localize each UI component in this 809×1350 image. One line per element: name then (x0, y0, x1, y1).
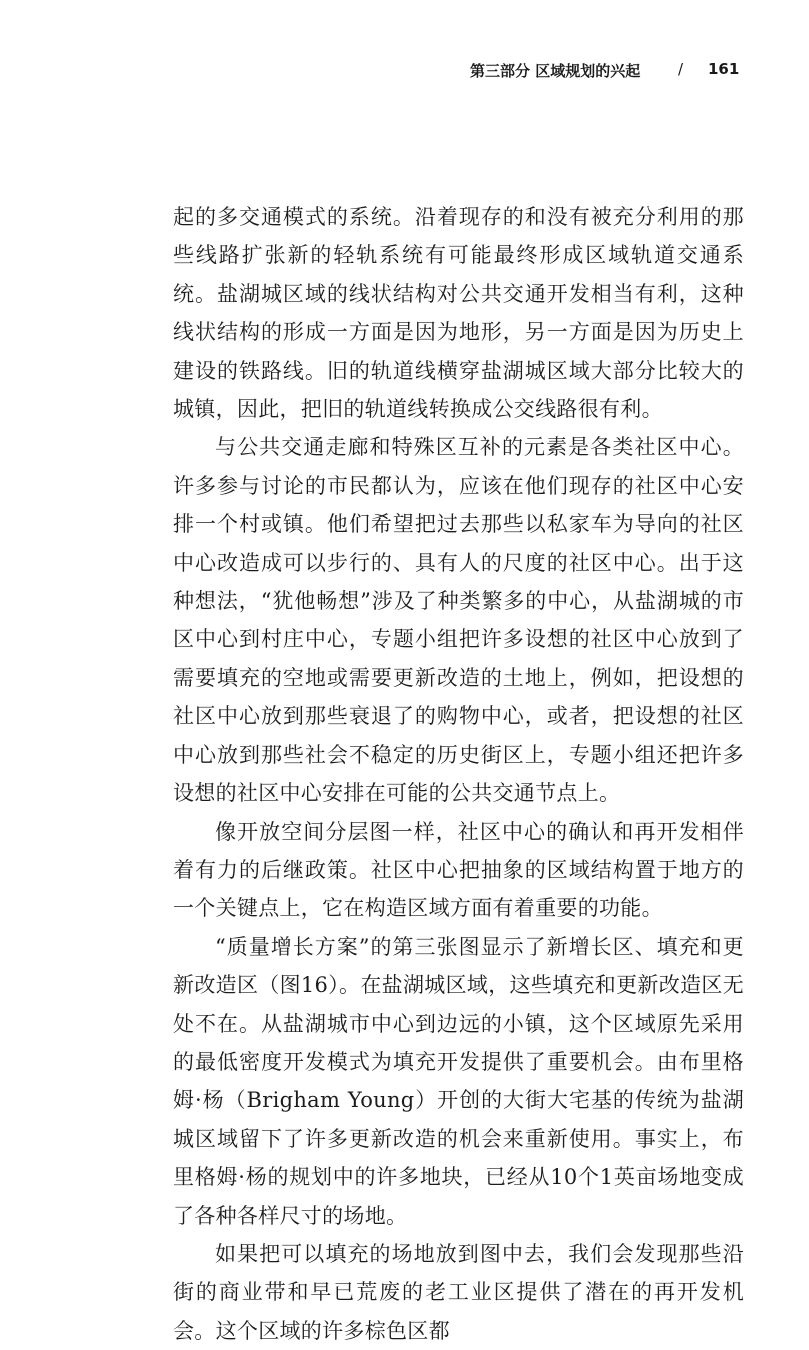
paragraph-2: 与公共交通走廊和特殊区互补的元素是各类社区中心。许多参与讨论的市民都认为，应该在他们现存的社区中心安排一个村或镇。他们希望把过去那些以私家车为导向的社区中心改造成可以步行的、具有人的尺度的社区中心。出于这种想法，“犹他畅想”涉及了种类繁多的中心，从盐湖城的市区中心到村庄中心，专题小组把许多设想的社区中心放到了需要填充的空地或需要更新改造的土地上，例如，把设想的社区中心放到那些衰退了的购物中心，或者，把设想的社区中心放到那些社会不稳定的历史街区上，专题小组还把许多设想的社区中心安排在可能的公共交通节点上。 (173, 435, 744, 806)
paragraph-4: “质量增长方案”的第三张图显示了新增长区、填充和更新改造区（图16）。在盐湖城区域，这些填充和更新改造区无处不在。从盐湖城市中心到边远的小镇，这个区域原先采用的最低密度开发模式为填充开发提供了重要机会。由布里格姆·杨（Brigham Young）开创的大街大宅基的传统为盐湖城区域留下了许多更新改造的机会来重新使用。事实上，布里格姆·杨的规划中的许多地块，已经从10个1英亩场地变成了各种各样尺寸的场地。 (173, 934, 744, 1228)
paragraph-3: 像开放空间分层图一样，社区中心的确认和再开发相伴着有力的后继政策。社区中心把抽象的区域结构置于地方的一个关键点上，它在构造区域方面有着重要的功能。 (173, 819, 744, 921)
running-header (470, 60, 760, 86)
paragraph-5: 如果把可以填充的场地放到图中去，我们会发现那些沿街的商业带和早已荒废的老工业区提供了潜在的再开发机会。这个区域的许多棕色区都 (173, 1241, 744, 1343)
body-text (173, 198, 744, 1350)
page-number: 161 (708, 60, 740, 78)
paragraph-1: 起的多交通模式的系统。沿着现存的和没有被充分利用的那些线路扩张新的轻轨系统有可能最终形成区域轨道交通系统。盐湖城区域的线状结构对公共交通开发相当有利，这种线状结构的形成一方面是因为地形，另一方面是因为历史上建设的铁路线。旧的轨道线横穿盐湖城区域大部分比较大的城镇，因此，把旧的轨道线转换成公交线路很有利。 (173, 205, 744, 422)
header-separator: / (678, 60, 684, 78)
chapter-title: 第三部分 区域规划的兴起 (470, 62, 641, 80)
